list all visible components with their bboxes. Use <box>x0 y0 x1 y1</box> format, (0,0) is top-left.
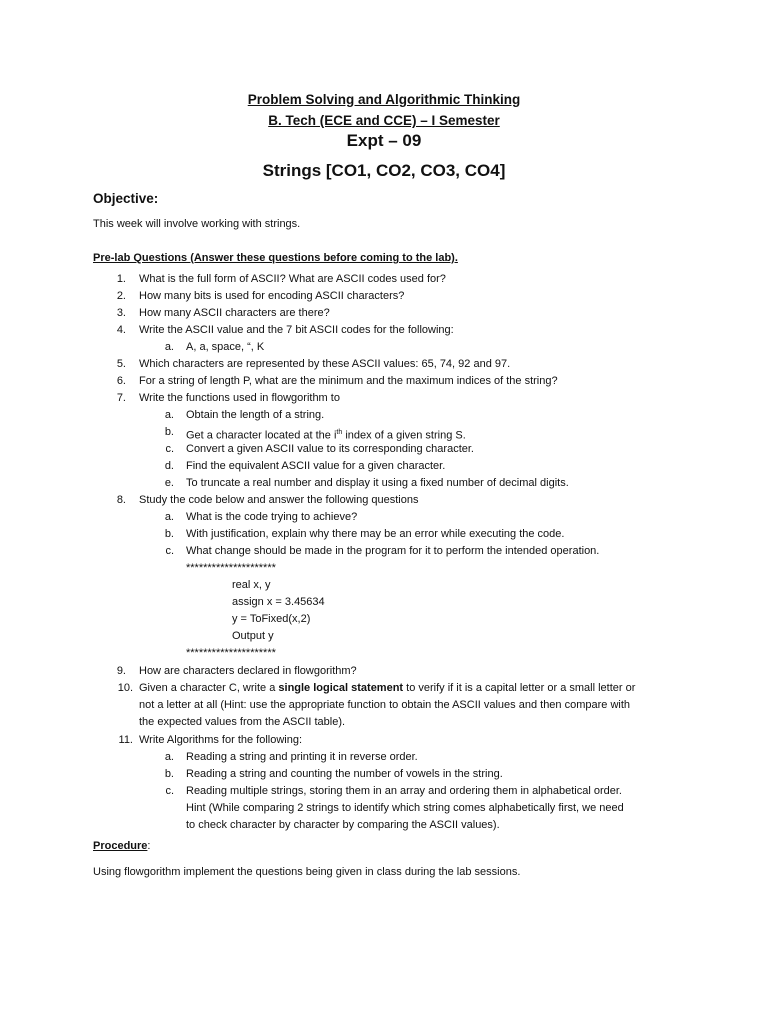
prelab-heading: Pre-lab Questions (Answer these questions before coming to the lab). <box>93 252 458 264</box>
item-number: 1. <box>116 273 126 285</box>
objective-text: This week will involve working with strings. <box>93 218 301 230</box>
sub-item-text: A, a, space, “, K <box>186 341 265 353</box>
sub-item-text-continued: Hint (While comparing 2 strings to identify which string comes alphabetically first, we need <box>186 802 624 814</box>
code-line: real x, y <box>232 579 271 591</box>
item-text: How many ASCII characters are there? <box>139 307 330 319</box>
sub-item-letter: a. <box>164 751 174 763</box>
item-text: How many bits is used for encoding ASCII characters? <box>139 290 405 302</box>
program-title: B. Tech (ECE and CCE) – I Semester <box>268 113 500 128</box>
sub-item-letter: c. <box>165 443 174 455</box>
item-number: 10. <box>117 682 133 694</box>
code-line: y = ToFixed(x,2) <box>232 613 311 625</box>
experiment-number: Expt – 09 <box>346 131 422 150</box>
sub-item-text: Get a character located at the $i^{th}$ index of a given string S. <box>186 429 466 442</box>
item-text: Given a character C, write a single logical statement to verify if it is a capital letter or a small letter or <box>139 682 636 694</box>
sub-item-letter: b. <box>164 528 174 540</box>
objective-heading: Objective: <box>93 191 159 206</box>
sub-item-letter: a. <box>164 409 174 421</box>
sub-item-text: To truncate a real number and display it using a fixed number of decimal digits. <box>186 477 569 489</box>
sub-item-text: With justification, explain why there may be an error while executing the code. <box>186 528 565 540</box>
item-text: How are characters declared in flowgorithm? <box>139 665 357 677</box>
item-number: 8. <box>116 494 126 506</box>
sub-item-text: Convert a given ASCII value to its corresponding character. <box>186 443 474 455</box>
course-title: Problem Solving and Algorithmic Thinking <box>247 92 521 107</box>
sub-item-letter: b. <box>164 426 174 438</box>
sub-item-text: What change should be made in the program for it to perform the intended operation. <box>186 545 600 557</box>
item-text: Study the code below and answer the following questions <box>139 494 419 506</box>
item-number: 6. <box>116 375 126 387</box>
item-number: 4. <box>116 324 126 336</box>
sub-item-text: Reading multiple strings, storing them in an array and ordering them in alphabetical order. <box>186 785 622 797</box>
item-number: 2. <box>116 290 126 302</box>
item-number: 11. <box>118 734 133 746</box>
item-text-continued: not a letter at all (Hint: use the appropriate function to obtain the ASCII values and then compare with <box>139 699 631 711</box>
sub-item-text: Reading a string and printing it in reverse order. <box>186 751 418 763</box>
code-divider-top: ********************* <box>186 562 276 574</box>
sub-item-text-continued: to check character by character by comparing the ASCII values). <box>186 819 500 831</box>
item-text: Which characters are represented by these ASCII values: 65, 74, 92 and 97. <box>139 358 511 370</box>
sub-item-letter: a. <box>164 341 174 353</box>
sub-item-letter: d. <box>164 460 174 472</box>
sub-item-letter: a. <box>164 511 174 523</box>
item-text: For a string of length P, what are the minimum and the maximum indices of the string? <box>139 375 558 387</box>
code-line: assign x = 3.45634 <box>232 596 325 608</box>
item-number: 9. <box>116 665 126 677</box>
code-line: Output y <box>232 630 274 642</box>
item-text: Write the ASCII value and the 7 bit ASCII codes for the following: <box>139 324 454 336</box>
item-text-continued: the expected values from the ASCII table). <box>139 716 346 728</box>
experiment-topic: Strings [CO1, CO2, CO3, CO4] <box>262 161 506 180</box>
sub-item-letter: c. <box>165 785 174 797</box>
item-number: 3. <box>116 307 126 319</box>
item-text: Write the functions used in flowgorithm to <box>139 392 340 404</box>
procedure-text: Using flowgorithm implement the questions being given in class during the lab sessions. <box>93 866 521 878</box>
sub-item-text: Find the equivalent ASCII value for a given character. <box>186 460 446 472</box>
item-text: What is the full form of ASCII? What are ASCII codes used for? <box>139 273 446 285</box>
sub-item-text: What is the code trying to achieve? <box>186 511 358 523</box>
sub-item-letter: c. <box>165 545 174 557</box>
item-text: Write Algorithms for the following: <box>139 734 303 746</box>
code-divider-bottom: ********************* <box>186 647 276 659</box>
sub-item-text: Reading a string and counting the number of vowels in the string. <box>186 768 503 780</box>
item-number: 7. <box>116 392 126 404</box>
item-number: 5. <box>116 358 126 370</box>
sub-item-text: Obtain the length of a string. <box>186 409 325 421</box>
sub-item-letter: e. <box>164 477 174 489</box>
procedure-heading: Procedure: <box>93 840 151 852</box>
sub-item-letter: b. <box>164 768 174 780</box>
